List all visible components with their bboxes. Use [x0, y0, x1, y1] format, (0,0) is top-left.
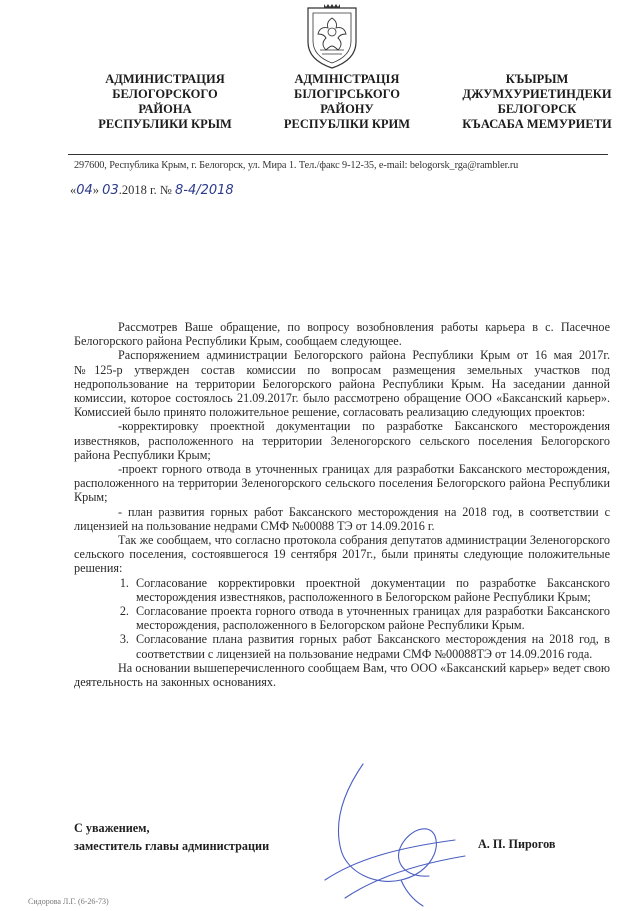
coat-of-arms-emblem	[300, 2, 364, 70]
letter-body	[74, 320, 610, 689]
header-uk-line: БІЛОГІРСЬКОГО	[294, 87, 400, 101]
paragraph: На основании вышеперечисленного сообщаем Вам, что ООО «Баксанский карьер» ведет свою деятельность на законных основаниях.	[74, 660, 610, 690]
handwritten-month: 03	[102, 183, 119, 198]
executor-note: Сидорова Л.Г. (6-26-73)	[28, 897, 109, 906]
header-ru-line: РАЙОНА	[138, 102, 192, 116]
header-ct-line: КЪЫРЫМ	[505, 72, 569, 86]
header-uk-line: РАЙОНУ	[320, 102, 374, 116]
header-russian	[80, 72, 250, 132]
paragraph: -проект горного отвода в уточненных границах для разработки Баксанского месторождения, расположенного на территории Зеленогорского сельского поселения Белогорского района Республики Крым;	[74, 462, 610, 505]
list-item: 1. Согласование корректировки проектной документации по разработке Баксанского месторождения известняков, расположенного в Белогорском районе Республики Крым;	[132, 576, 610, 604]
contact-line: 297600, Республика Крым, г. Белогорск, ул. Мира 1. Тел./факс 9-12-35, e-mail: belogorsk_rga@rambler.ru	[74, 160, 519, 171]
header-ru-line: АДМИНИСТРАЦИЯ	[105, 72, 225, 86]
list-item: 2. Согласование проекта горного отвода в уточненных границах для разработки Баксанского месторождения, расположенного в Белогорском районе Республики Крым.	[132, 604, 610, 632]
header-ct-line: БЕЛОГОРСК	[497, 102, 577, 116]
paragraph: - план развития горных работ Баксанского месторождения на 2018 год, в соответствии с лицензией на пользование недрами СМФ №00088 ТЭ от 14.09.2016 г.	[74, 504, 610, 533]
header-uk-line: АДМІНІСТРАЦІЯ	[294, 72, 400, 86]
close-quote: »	[92, 183, 100, 197]
signer-name: А. П. Пирогов	[478, 837, 556, 851]
header-ct-line: КЪАСАБА МЕМУРИЕТИ	[462, 117, 612, 131]
handwritten-day: 04	[76, 183, 93, 198]
open-quote: «	[70, 183, 77, 197]
handwritten-number: 8-4/2018	[175, 183, 234, 198]
header-ru-line: РЕСПУБЛИКИ КРЫМ	[98, 117, 232, 131]
header-uk-line: РЕСПУБЛІКИ КРИМ	[283, 117, 411, 131]
year-and-number-label: .2018 г. №	[118, 183, 172, 197]
paragraph: Рассмотрев Ваше обращение, по вопросу возобновления работы карьера в с. Пасечное Белогорского района Республики Крым, сообщаем следующее.	[74, 320, 610, 349]
paragraph: Распоряжением администрации Белогорского района Республики Крым от 16 мая 2017г. №125-р утвержден состав комиссии по вопросам размещения земельных участков под недропользование на территории Белогорского района Республики Крым. На заседании данной комиссии, которое состоялось 21.09.2017г. было рассмотрено обращение ООО «Баксанский карьер». Комиссией было принято положительное решение, согласовать реализацию следующих проектов:	[74, 348, 610, 420]
decisions-list	[74, 576, 610, 661]
closing-block	[74, 819, 269, 855]
header-ru-line: БЕЛОГОРСКОГО	[112, 87, 218, 101]
header-ukrainian	[262, 72, 432, 132]
signer-position: заместитель главы администрации	[74, 839, 270, 853]
paragraph: Так же сообщаем, что согласно протокола собрания депутатов администрации Зеленогорского сельского поселения, состоявшегося 19 сентября 2017г., были приняты следующие положительные решения:	[74, 533, 610, 576]
header-crimean-tatar	[448, 72, 626, 132]
header-divider	[68, 154, 608, 155]
handwritten-signature	[305, 760, 475, 910]
closing-salutation: С уважением,	[74, 821, 150, 835]
registration-line	[70, 183, 234, 198]
header-ct-line: ДЖУМХУРИЕТИНДЕКИ	[462, 87, 612, 101]
list-item: 3. Согласование плана развития горных работ Баксанского месторождения на 2018 год, в соответствии с лицензией на пользование недрами СМФ №00088ТЭ от 14.09.2016 года.	[132, 632, 610, 660]
paragraph: -корректировку проектной документации по разработке Баксанского месторождения известняков, расположенного на территории Зеленогорского сельского поселения Белогорского района Республики Крым;	[74, 419, 610, 462]
